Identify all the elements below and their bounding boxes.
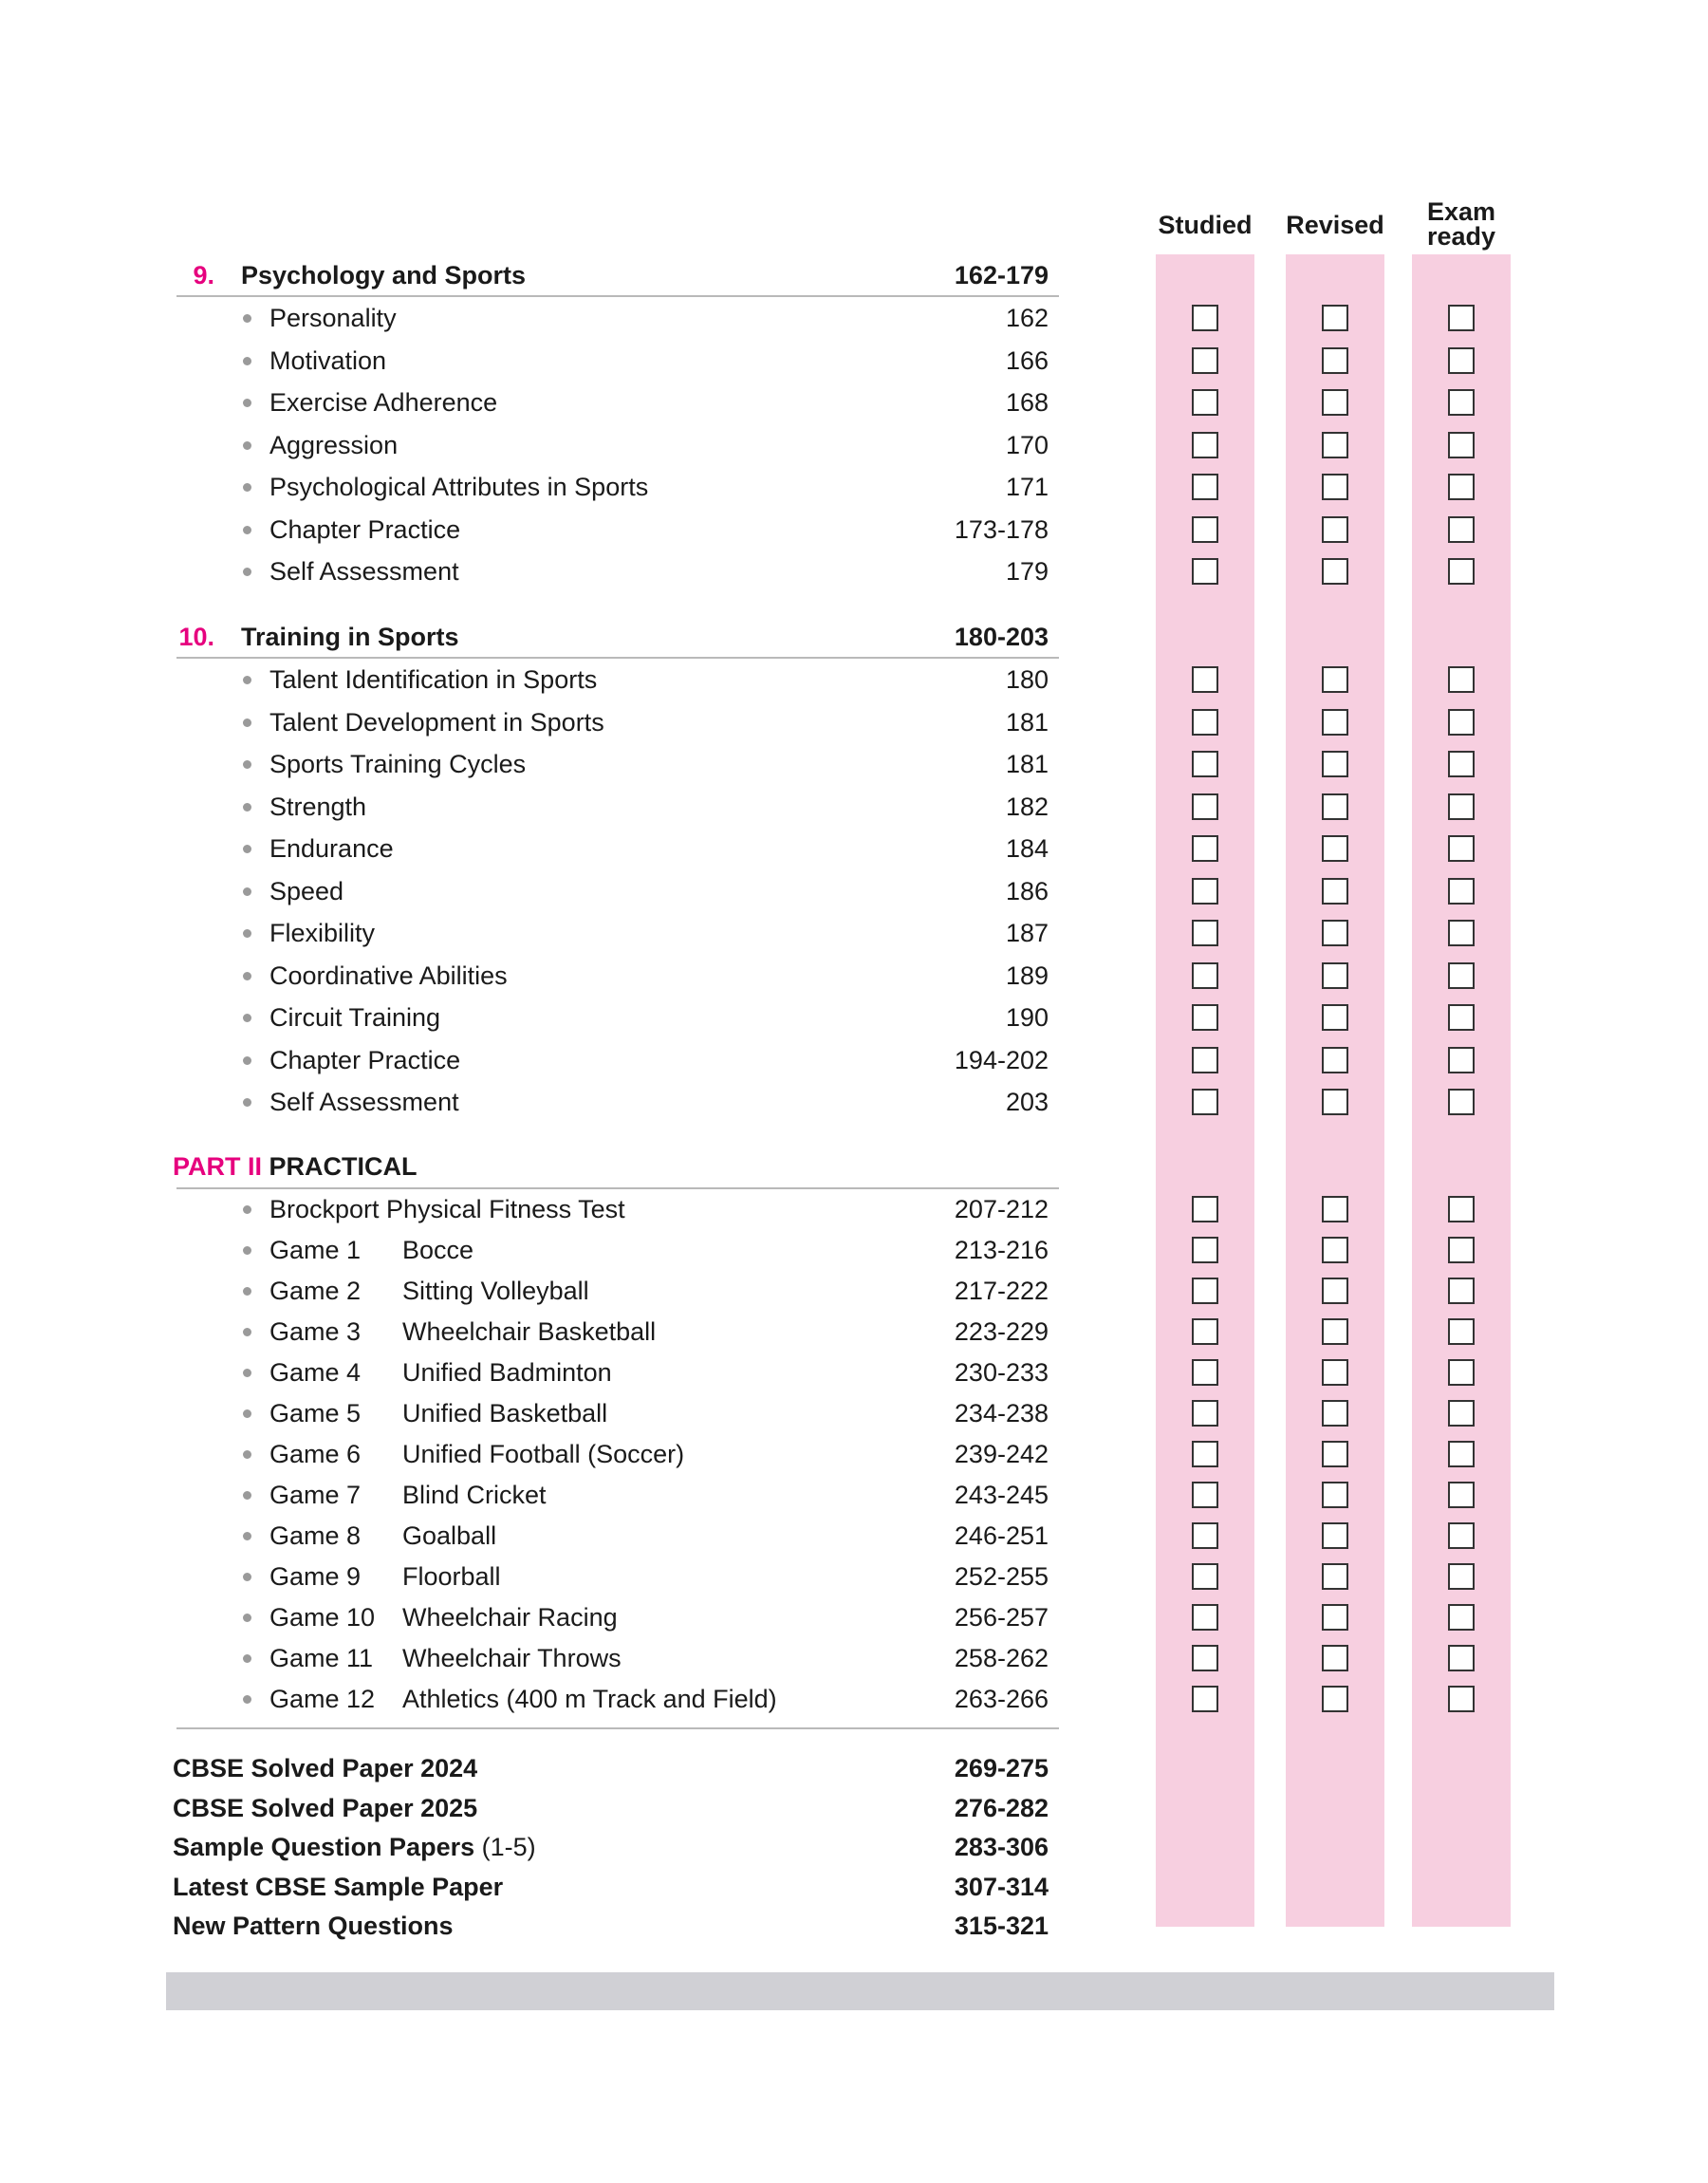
game-pages: 239-242 [954,1440,1049,1468]
part-label: PART II [173,1152,262,1181]
chapter-number: 10. [178,623,214,651]
exam-ready-checkbox[interactable] [1448,1441,1475,1467]
summary-label [173,1749,477,1787]
summary-pages: 269-275 [954,1754,1049,1782]
bullet-icon [243,441,251,450]
bullet-icon [243,526,251,534]
bullet-icon [243,887,251,896]
topic-pages: 181 [1005,707,1049,737]
studied-checkbox[interactable] [1192,751,1218,777]
exam-ready-checkbox[interactable] [1448,793,1475,820]
studied-checkbox[interactable] [1192,1563,1218,1590]
summary-pages: 307-314 [954,1872,1049,1901]
revised-checkbox[interactable] [1322,305,1348,331]
studied-checkbox[interactable] [1192,1441,1218,1467]
exam-ready-checkbox[interactable] [1448,1237,1475,1263]
summary-row [0,1907,1708,1945]
studied-checkbox[interactable] [1192,1278,1218,1304]
exam-ready-checkbox[interactable] [1448,1522,1475,1549]
studied-checkbox[interactable] [1192,1047,1218,1073]
topic-pages: 166 [1005,345,1049,375]
studied-checkbox[interactable] [1192,347,1218,374]
bullet-icon [243,1246,251,1255]
revised-checkbox[interactable] [1322,1441,1348,1467]
bullet-icon [243,1695,251,1704]
exam-ready-checkbox[interactable] [1448,305,1475,331]
exam-ready-checkbox[interactable] [1448,835,1475,862]
topic-pages: 180 [1005,665,1049,694]
exam-ready-line2: ready [1426,222,1496,251]
exam-ready-checkbox[interactable] [1448,1645,1475,1671]
game-name: Unified Football (Soccer) [402,1440,685,1468]
chapter-pages: 162-179 [954,261,1049,289]
topic-label: Sports Training Cycles [269,750,527,778]
bullet-icon [243,1369,251,1377]
game-pages: 217-222 [954,1277,1049,1305]
studied-checkbox[interactable] [1192,1196,1218,1222]
game-number: Game 7 [269,1481,362,1509]
game-number: Game 10 [269,1603,376,1632]
studied-checkbox[interactable] [1192,1645,1218,1671]
revised-checkbox[interactable] [1322,1686,1348,1712]
chapter-pages: 180-203 [954,623,1049,651]
topic-pages: 190 [1005,1003,1049,1032]
game-pages: 258-262 [954,1644,1049,1672]
studied-checkbox[interactable] [1192,962,1218,989]
topic-pages: 170 [1005,430,1049,459]
exam-ready-checkbox[interactable] [1448,666,1475,693]
summary-label [173,1789,477,1827]
revised-checkbox[interactable] [1322,666,1348,693]
chapter-9-heading [0,256,1708,294]
bullet-icon [243,1205,251,1214]
game-pages: 230-233 [954,1358,1049,1387]
revised-checkbox[interactable] [1322,793,1348,820]
studied-checkbox[interactable] [1192,474,1218,500]
game-name: Unified Basketball [402,1399,608,1427]
chapter-number: 9. [193,261,214,289]
game-name: Sitting Volleyball [402,1277,589,1305]
topic-label: Talent Development in Sports [269,707,604,737]
game-pages: 263-266 [954,1685,1049,1713]
revised-checkbox[interactable] [1322,751,1348,777]
exam-ready-checkbox[interactable] [1448,389,1475,416]
topic-pages: 181 [1005,750,1049,778]
game-number: Game 4 [269,1358,362,1387]
revised-checkbox[interactable] [1322,558,1348,585]
bullet-icon [243,972,251,980]
exam-ready-checkbox[interactable] [1448,1047,1475,1073]
footer-bar [166,1972,1554,2010]
game-name: Bocce [402,1236,474,1264]
revised-checkbox[interactable] [1322,474,1348,500]
chapter-title: Training in Sports [241,623,459,651]
bullet-icon [243,803,251,812]
studied-checkbox[interactable] [1192,878,1218,905]
game-pages: 246-251 [954,1521,1049,1550]
topic-label: Strength [269,792,367,821]
revised-checkbox[interactable] [1322,1004,1348,1031]
bullet-icon [243,1098,251,1107]
revised-checkbox[interactable] [1322,1196,1348,1222]
studied-checkbox[interactable] [1192,432,1218,458]
summary-pages: 315-321 [954,1912,1049,1940]
studied-checkbox[interactable] [1192,1089,1218,1115]
part-2-heading [173,1147,418,1185]
topic-pages: 187 [1005,919,1049,947]
studied-checkbox[interactable] [1192,1237,1218,1263]
revised-checkbox[interactable] [1322,1237,1348,1263]
topic-label: Personality [269,304,397,332]
game-name: Blind Cricket [402,1481,547,1509]
game-pages: 223-229 [954,1317,1049,1346]
exam-ready-checkbox[interactable] [1448,962,1475,989]
studied-checkbox[interactable] [1192,835,1218,862]
summary-label [173,1868,503,1906]
bullet-icon [243,1573,251,1581]
exam-ready-checkbox[interactable] [1448,516,1475,543]
game-pages: 213-216 [954,1236,1049,1264]
game-name: Wheelchair Racing [402,1603,618,1632]
revised-checkbox[interactable] [1322,835,1348,862]
topic-label: Aggression [269,430,399,459]
chapter-title: Psychology and Sports [241,261,527,289]
studied-column-header: Studied [1158,211,1253,239]
studied-checkbox[interactable] [1192,389,1218,416]
topic-pages: 171 [1005,473,1049,501]
game-number: Game 2 [269,1277,362,1305]
studied-checkbox[interactable] [1192,516,1218,543]
game-name: Floorball [402,1562,501,1591]
summary-pages: 283-306 [954,1833,1049,1861]
summary-title: Sample Question Papers [173,1833,475,1861]
topic-label: Brockport Physical Fitness Test [269,1195,625,1223]
summary-title: CBSE Solved Paper 2025 [173,1793,478,1822]
topic-pages: 173-178 [954,514,1049,544]
revised-checkbox[interactable] [1322,347,1348,374]
studied-checkbox[interactable] [1192,709,1218,736]
revised-checkbox[interactable] [1322,920,1348,946]
topic-label: Speed [269,876,344,905]
topic-pages: 184 [1005,834,1049,863]
divider [176,657,1059,659]
topic-label: Self Assessment [269,1088,459,1116]
studied-checkbox[interactable] [1192,1318,1218,1345]
revised-checkbox[interactable] [1322,389,1348,416]
part-title: PRACTICAL [269,1152,418,1181]
revised-checkbox[interactable] [1322,1278,1348,1304]
studied-checkbox[interactable] [1192,1400,1218,1427]
topic-label: Motivation [269,345,387,375]
exam-ready-checkbox[interactable] [1448,1359,1475,1386]
bullet-icon [243,1614,251,1622]
studied-checkbox[interactable] [1192,1604,1218,1631]
topic-pages: 194-202 [954,1045,1049,1074]
bullet-icon [243,1014,251,1022]
game-name: Wheelchair Throws [402,1644,622,1672]
topic-pages: 162 [1005,304,1049,332]
studied-checkbox[interactable] [1192,666,1218,693]
game-number: Game 9 [269,1562,362,1591]
topic-label: Flexibility [269,919,376,947]
topic-label: Exercise Adherence [269,388,498,417]
exam-ready-checkbox[interactable] [1448,474,1475,500]
topic-pages: 168 [1005,388,1049,417]
summary-pages: 276-282 [954,1793,1049,1822]
exam-ready-checkbox[interactable] [1448,1686,1475,1712]
bullet-icon [243,676,251,684]
topic-pages: 207-212 [954,1195,1049,1223]
studied-checkbox[interactable] [1192,1359,1218,1386]
studied-checkbox[interactable] [1192,1686,1218,1712]
bullet-icon [243,1409,251,1418]
studied-checkbox[interactable] [1192,1482,1218,1508]
exam-ready-checkbox[interactable] [1448,1482,1475,1508]
revised-checkbox[interactable] [1322,1522,1348,1549]
bullet-icon [243,1287,251,1296]
summary-title: CBSE Solved Paper 2024 [173,1754,478,1782]
exam-ready-column-header [1404,199,1518,249]
bullet-icon [243,845,251,853]
topic-pages: 186 [1005,876,1049,905]
bullet-icon [243,568,251,576]
exam-ready-checkbox[interactable] [1448,878,1475,905]
revised-checkbox[interactable] [1322,1089,1348,1115]
bullet-icon [243,483,251,492]
studied-checkbox[interactable] [1192,793,1218,820]
exam-ready-line1: Exam [1426,197,1496,226]
divider [176,295,1059,297]
topic-label: Talent Identification in Sports [269,665,598,694]
exam-ready-checkbox[interactable] [1448,1318,1475,1345]
exam-ready-checkbox[interactable] [1448,1196,1475,1222]
bullet-icon [243,1654,251,1663]
bullet-icon [243,399,251,407]
topic-label: Psychological Attributes in Sports [269,473,649,501]
game-number: Game 6 [269,1440,362,1468]
topic-label: Self Assessment [269,557,459,586]
summary-row [0,1749,1708,1787]
chapter-10-heading [0,618,1708,656]
exam-ready-checkbox[interactable] [1448,920,1475,946]
game-pages: 234-238 [954,1399,1049,1427]
bullet-icon [243,718,251,727]
exam-ready-checkbox[interactable] [1448,1604,1475,1631]
bullet-icon [243,929,251,938]
exam-ready-checkbox[interactable] [1448,1278,1475,1304]
revised-checkbox[interactable] [1322,1359,1348,1386]
exam-ready-checkbox[interactable] [1448,558,1475,585]
studied-checkbox[interactable] [1192,1522,1218,1549]
bullet-icon [243,1328,251,1336]
exam-ready-checkbox[interactable] [1448,709,1475,736]
divider [176,1187,1059,1189]
revised-checkbox[interactable] [1322,1482,1348,1508]
topic-pages: 203 [1005,1088,1049,1116]
bullet-icon [243,1450,251,1459]
studied-checkbox[interactable] [1192,1004,1218,1031]
exam-ready-checkbox[interactable] [1448,432,1475,458]
topic-pages: 189 [1005,961,1049,990]
bullet-icon [243,760,251,769]
revised-checkbox[interactable] [1322,709,1348,736]
game-number: Game 8 [269,1521,362,1550]
bullet-icon [243,314,251,323]
revised-checkbox[interactable] [1322,1604,1348,1631]
revised-checkbox[interactable] [1322,1400,1348,1427]
game-number: Game 3 [269,1317,362,1346]
summary-extra: (1-5) [474,1833,536,1861]
revised-checkbox[interactable] [1322,432,1348,458]
revised-column-header: Revised [1286,211,1384,239]
studied-checkbox[interactable] [1192,558,1218,585]
summary-row [0,1789,1708,1827]
summary-row [0,1868,1708,1906]
revised-checkbox[interactable] [1322,1318,1348,1345]
bullet-icon [243,1056,251,1065]
game-pages: 256-257 [954,1603,1049,1632]
exam-ready-checkbox[interactable] [1448,1400,1475,1427]
exam-ready-checkbox[interactable] [1448,1004,1475,1031]
topic-pages: 182 [1005,792,1049,821]
revised-checkbox[interactable] [1322,878,1348,905]
topic-label: Endurance [269,834,394,863]
divider [176,1727,1059,1729]
bullet-icon [243,1532,251,1540]
summary-title: Latest CBSE Sample Paper [173,1872,504,1901]
studied-checkbox[interactable] [1192,920,1218,946]
game-name: Wheelchair Basketball [402,1317,657,1346]
game-pages: 243-245 [954,1481,1049,1509]
summary-row [0,1828,1708,1866]
topic-label: Chapter Practice [269,514,461,544]
exam-ready-checkbox[interactable] [1448,1089,1475,1115]
topic-pages: 179 [1005,557,1049,586]
bullet-icon [243,1491,251,1500]
game-number: Game 1 [269,1236,362,1264]
studied-checkbox[interactable] [1192,305,1218,331]
game-pages: 252-255 [954,1562,1049,1591]
revised-checkbox[interactable] [1322,516,1348,543]
summary-title: New Pattern Questions [173,1912,454,1940]
revised-checkbox[interactable] [1322,1645,1348,1671]
game-name: Unified Badminton [402,1358,612,1387]
game-number: Game 12 [269,1685,376,1713]
game-name: Athletics (400 m Track and Field) [402,1685,777,1713]
revised-checkbox[interactable] [1322,1047,1348,1073]
topic-label: Circuit Training [269,1003,441,1032]
game-number: Game 11 [269,1644,374,1672]
summary-label [173,1828,536,1866]
exam-ready-checkbox[interactable] [1448,751,1475,777]
game-name: Goalball [402,1521,497,1550]
topic-label: Chapter Practice [269,1045,461,1074]
topic-label: Coordinative Abilities [269,961,508,990]
revised-checkbox[interactable] [1322,1563,1348,1590]
bullet-icon [243,357,251,365]
exam-ready-checkbox[interactable] [1448,347,1475,374]
game-number: Game 5 [269,1399,362,1427]
exam-ready-checkbox[interactable] [1448,1563,1475,1590]
summary-label [173,1907,454,1945]
revised-checkbox[interactable] [1322,962,1348,989]
